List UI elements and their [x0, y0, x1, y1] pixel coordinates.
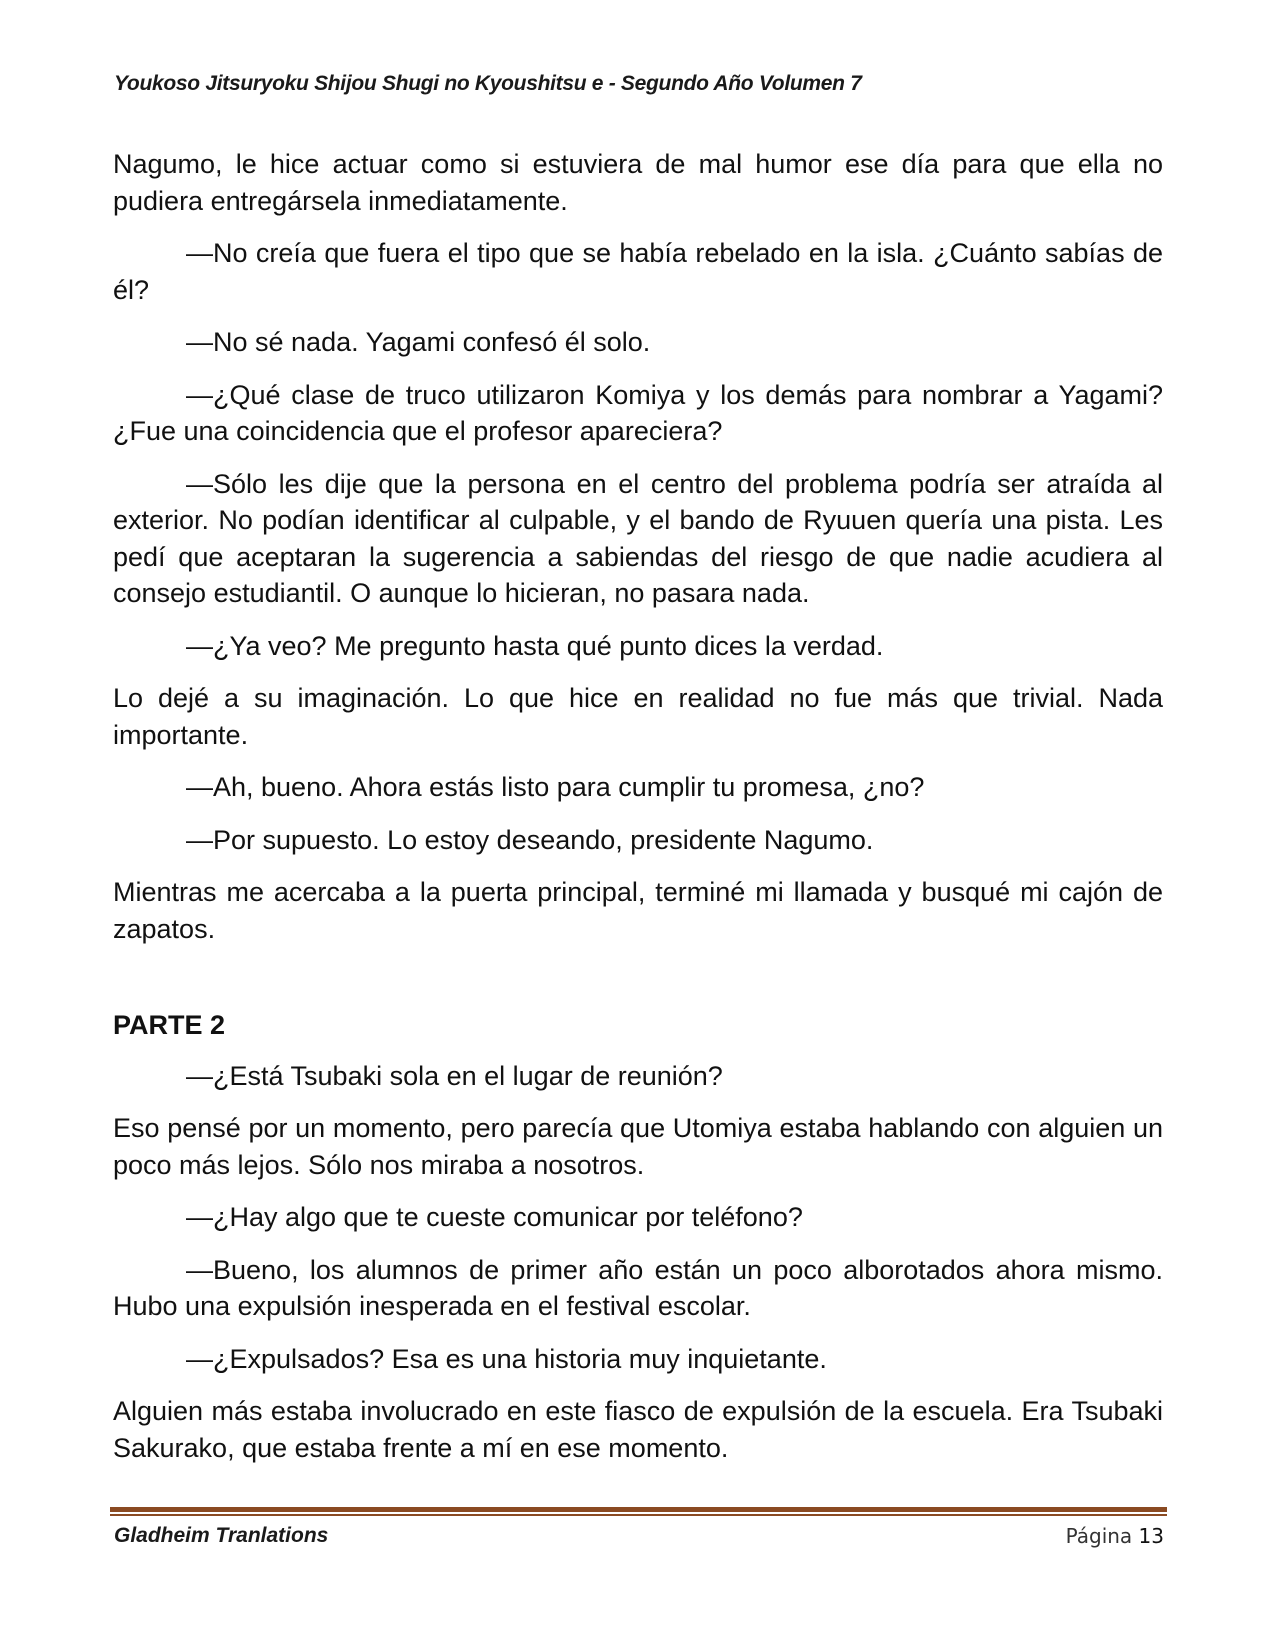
dialogue-line: —Sólo les dije que la persona en el centro del problema podría ser atraída al exterior. No podían identificar al culpable, y el bando de Ryuuen quería una pista. Les pedí que aceptaran la sugerencia a sabiendas del riesgo de que nadie acudiera al consejo estudiantil. O aunque lo hicieran, no pasara nada.: [113, 468, 1163, 608]
dialogue-line: —¿Qué clase de truco utilizaron Komiya y los demás para nombrar a Yagami? ¿Fue una coincidencia que el profesor apareciera?: [113, 379, 1163, 446]
footer-divider: [110, 1507, 1167, 1516]
dialogue-line: —¿Expulsados? Esa es una historia muy inquietante.: [186, 1343, 827, 1374]
dialogue-line: —No creía que fuera el tipo que se había rebelado en la isla. ¿Cuánto sabías de él?: [113, 238, 1163, 305]
paragraph: Mientras me acercaba a la puerta principal, terminé mi llamada y busqué mi cajón de zapatos.: [113, 877, 1163, 944]
page-number-label: [1066, 1524, 1164, 1548]
footer-publisher: Gladheim Tranlations: [114, 1524, 329, 1547]
dialogue-line: —Bueno, los alumnos de primer año están un poco alborotados ahora mismo. Hubo una expulsión inesperada en el festival escolar.: [113, 1254, 1163, 1321]
footer-divider-thick: [110, 1507, 1167, 1512]
page-number: 13: [1138, 1524, 1164, 1548]
page-body: [113, 146, 1163, 1482]
dialogue-line: —¿Ya veo? Me pregunto hasta qué punto dices la verdad.: [186, 630, 884, 661]
footer-divider-thin: [110, 1514, 1167, 1516]
dialogue-line: —¿Hay algo que te cueste comunicar por teléfono?: [186, 1202, 803, 1232]
dialogue-line: —No sé nada. Yagami confesó él solo.: [186, 327, 651, 357]
paragraph: Eso pensé por un momento, pero parecía que Utomiya estaba hablando con alguien un poco más lejos. Sólo nos miraba a nosotros.: [113, 1113, 1163, 1180]
dialogue-line: —Por supuesto. Lo estoy deseando, presidente Nagumo.: [186, 824, 874, 855]
page-label: Página: [1065, 1524, 1133, 1548]
section-heading: PARTE 2: [113, 1010, 226, 1040]
dialogue-line: —Ah, bueno. Ahora estás listo para cumplir tu promesa, ¿no?: [186, 772, 925, 802]
paragraph: Nagumo, le hice actuar como si estuviera de mal humor ese día para que ella no pudiera entregársela inmediatamente.: [113, 149, 1163, 216]
paragraph: Lo dejé a su imaginación. Lo que hice en realidad no fue más que trivial. Nada importante.: [113, 683, 1163, 750]
running-header: Youkoso Jitsuryoku Shijou Shugi no Kyoushitsu e - Segundo Año Volumen 7: [114, 72, 862, 95]
paragraph: Alguien más estaba involucrado en este fiasco de expulsión de la escuela. Era Tsubaki Sakurako, que estaba frente a mí en ese momento.: [113, 1396, 1163, 1463]
dialogue-line: —¿Está Tsubaki sola en el lugar de reunión?: [186, 1060, 723, 1091]
